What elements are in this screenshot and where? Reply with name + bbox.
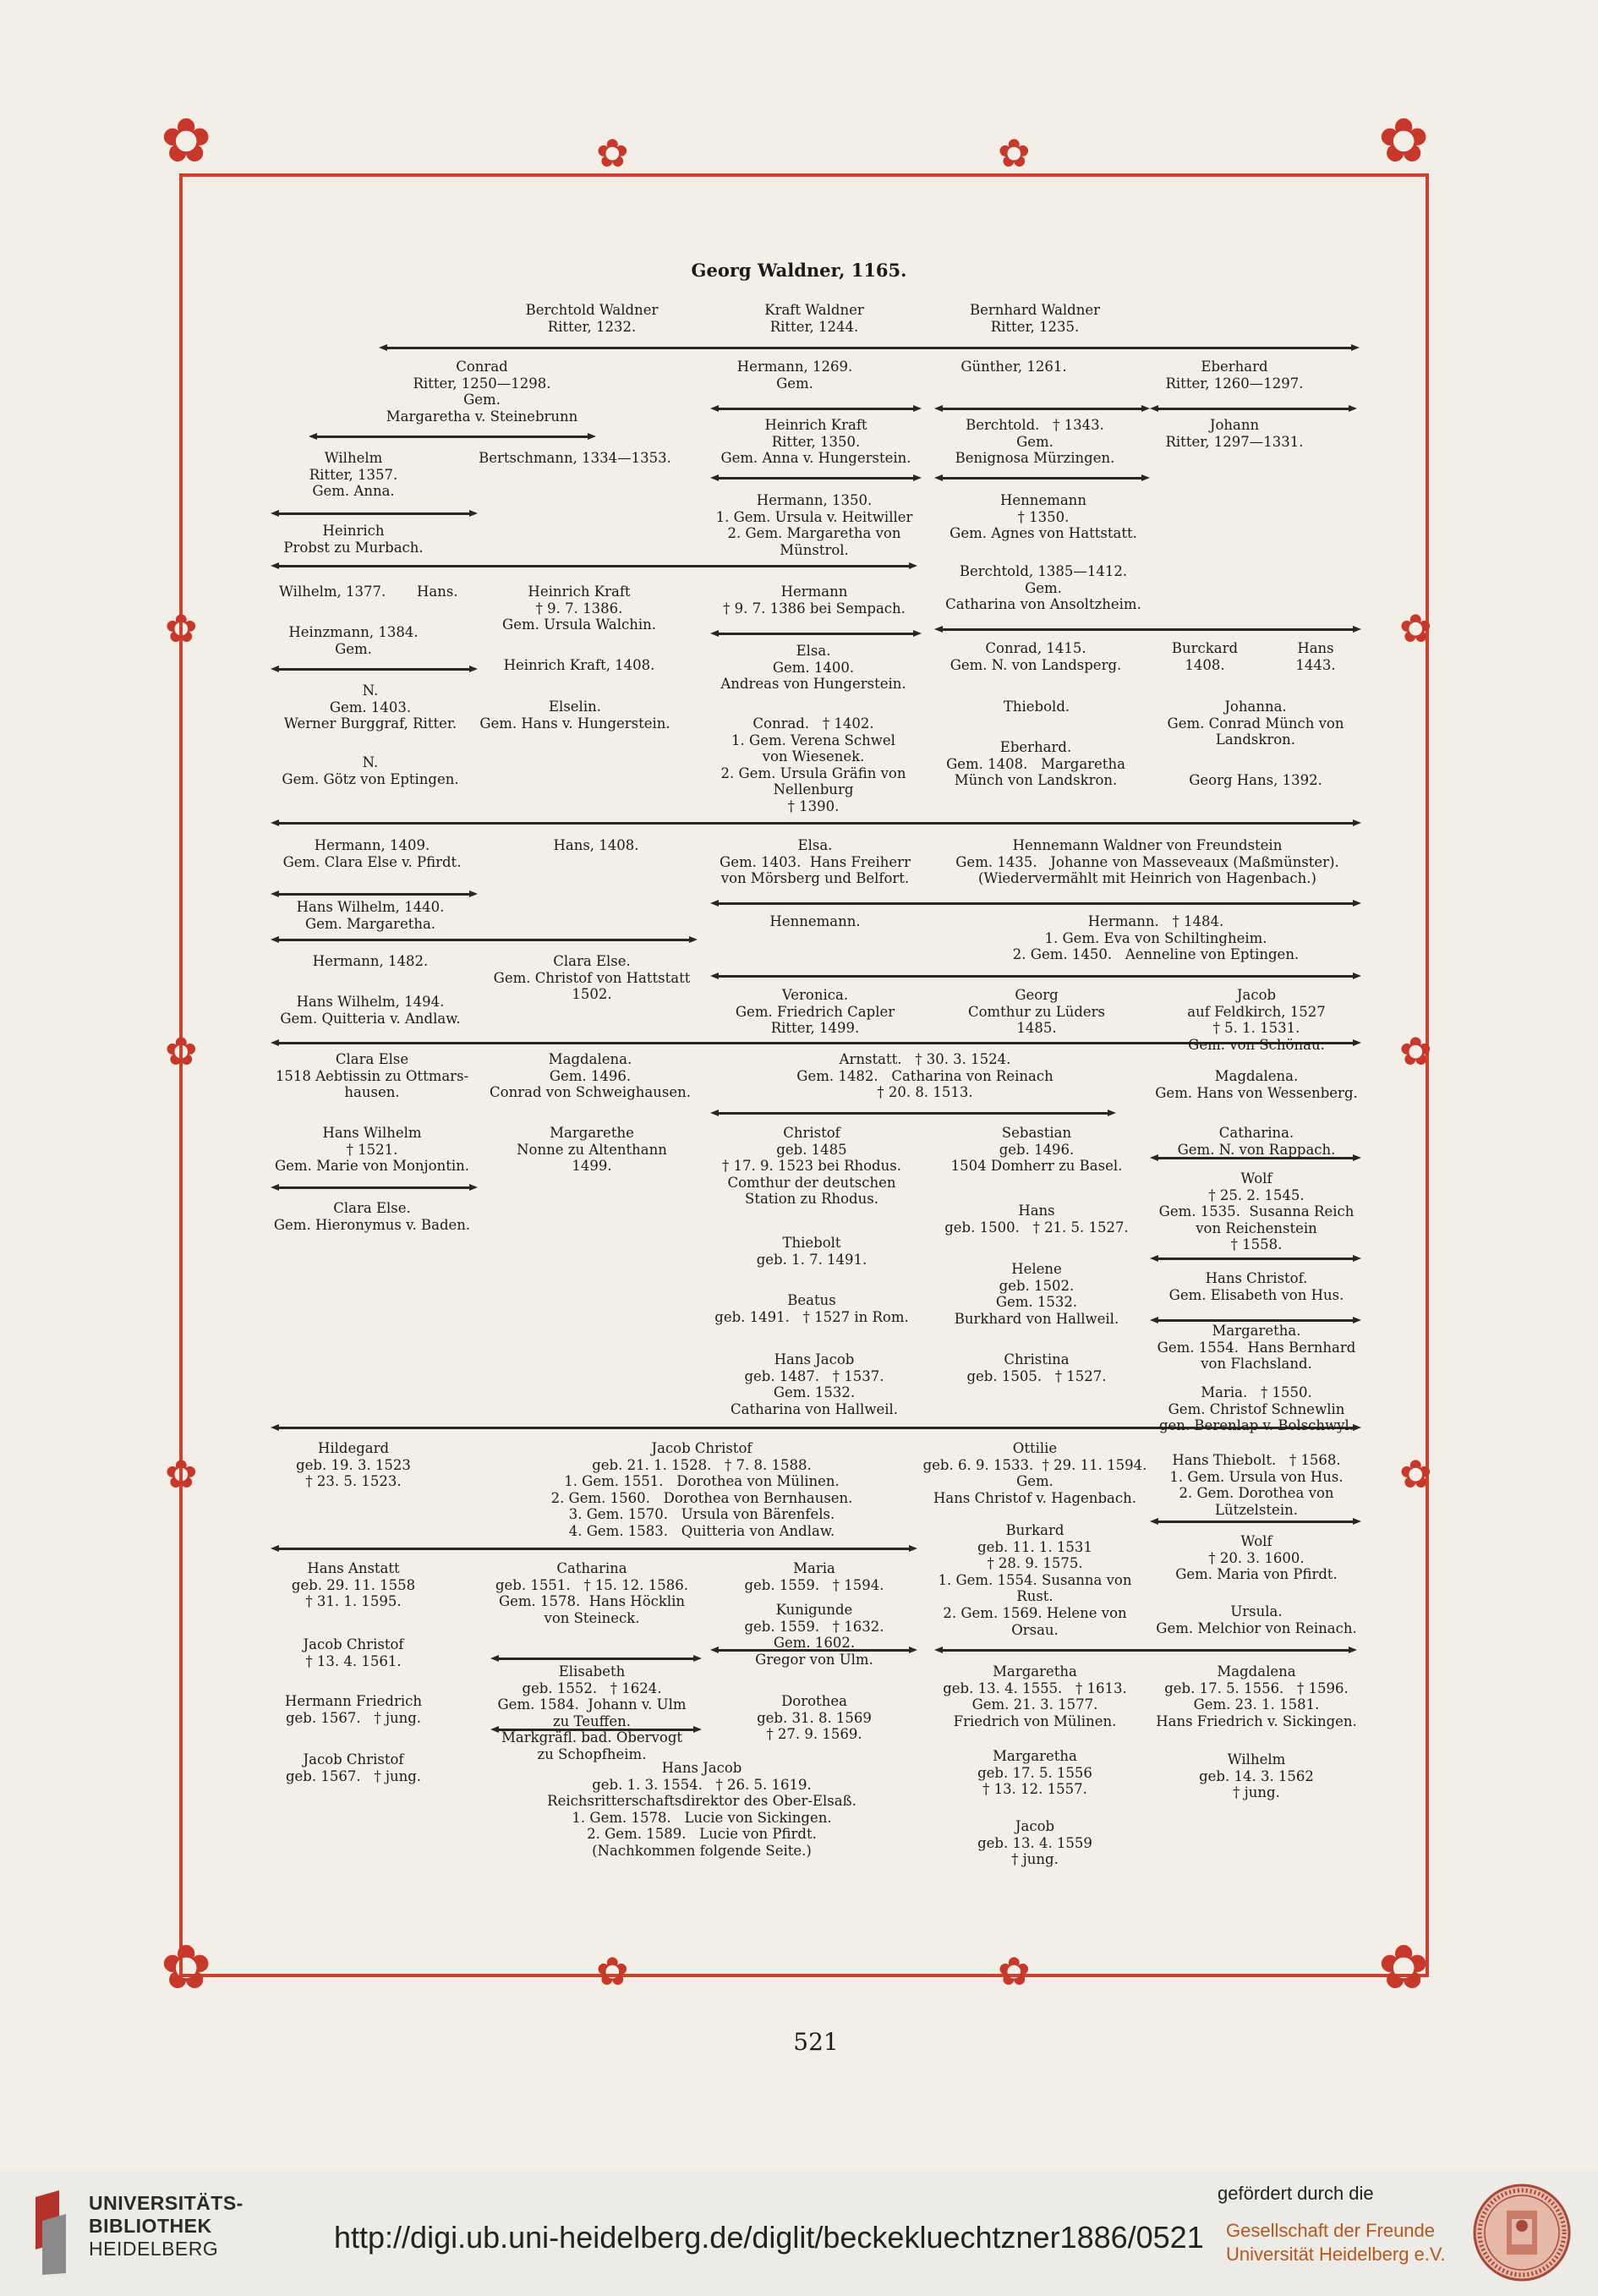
genealogy-entry: Jacob Christof geb. 1567. † jung. xyxy=(285,1751,422,1784)
sponsor-name: Universität Heidelberg e.V. xyxy=(1226,2244,1446,2265)
genealogy-entry: Heinrich Probst zu Murbach. xyxy=(283,523,424,556)
genealogy-entry: Beatus geb. 1491. † 1527 in Rom. xyxy=(714,1292,909,1325)
genealogy-entry: Thiebolt geb. 1. 7. 1491. xyxy=(756,1235,867,1268)
border-ornament: ✿ xyxy=(165,606,198,651)
divider-rule xyxy=(943,408,1141,410)
divider-rule xyxy=(943,1649,1349,1652)
genealogy-entry: Hans Wilhelm, 1440. Gem. Margaretha. xyxy=(296,899,445,932)
genealogy-entry: Johanna. Gem. Conrad Münch von Landskron. xyxy=(1167,699,1344,748)
genealogy-entry: Arnstatt. † 30. 3. 1524. Gem. 1482. Catharina von Reinach † 20. 8. 1513. xyxy=(796,1051,1053,1101)
genealogy-entry: Hermann Friedrich geb. 1567. † jung. xyxy=(285,1693,422,1726)
genealogy-entry: Veronica. Gem. Friedrich Capler Ritter, 1499. xyxy=(735,987,895,1037)
divider-rule xyxy=(279,1186,469,1189)
genealogy-entry: Elisabeth geb. 1552. † 1624. Gem. 1584. Johann v. Ulm zu Teuffen. Markgräfl. bad. Obervogt zu Schopfheim. xyxy=(497,1663,687,1762)
footer-bar xyxy=(0,2169,1598,2296)
genealogy-entry: Johann Ritter, 1297—1331. xyxy=(1165,417,1304,450)
genealogy-entry: Hans geb. 1500. † 21. 5. 1527. xyxy=(944,1203,1129,1236)
genealogy-entry: Georg Hans, 1392. xyxy=(1189,772,1322,788)
divider-rule xyxy=(943,477,1141,479)
genealogy-entry: Magdalena. Gem. 1496. Conrad von Schweighausen. xyxy=(490,1051,691,1101)
genealogy-entry: Christof geb. 1485 † 17. 9. 1523 bei Rhodus. Comthur der deutschen Station zu Rhodus. xyxy=(722,1125,901,1208)
divider-rule xyxy=(719,975,1353,978)
divider-rule xyxy=(387,347,1351,349)
genealogy-entry: Clara Else. Gem. Hieronymus v. Baden. xyxy=(273,1200,471,1233)
genealogy-entry: Hermann, 1350. 1. Gem. Ursula v. Heitwiller 2. Gem. Margaretha von Münstrol. xyxy=(715,492,913,558)
border-ornament: ✿ xyxy=(165,1028,198,1074)
genealogy-entry: Jacob Christof † 13. 4. 1561. xyxy=(303,1636,404,1669)
library-name: HEIDELBERG xyxy=(89,2238,219,2260)
genealogy-entry: Catharina geb. 1551. † 15. 12. 1586. Gem. 1578. Hans Höcklin von Steineck. xyxy=(495,1560,689,1626)
genealogy-entry: Hermann, 1409. Gem. Clara Else v. Pfirdt. xyxy=(282,837,462,870)
genealogy-entry: Burckard 1408. xyxy=(1171,640,1239,673)
genealogy-entry: Hildegard geb. 19. 3. 1523 † 23. 5. 1523. xyxy=(296,1440,411,1490)
divider-rule xyxy=(719,477,913,479)
page-title: Georg Waldner, 1165. xyxy=(691,260,907,281)
genealogy-entry: Hans Jacob geb. 1487. † 1537. Gem. 1532. Catharina von Hallweil. xyxy=(730,1351,899,1417)
genealogy-entry: Bernhard Waldner Ritter, 1235. xyxy=(969,302,1101,335)
border-ornament: ✿ xyxy=(1399,1028,1432,1074)
genealogy-entry: Wilhelm geb. 14. 3. 1562 † jung. xyxy=(1199,1751,1314,1801)
corner-ornament-bottom-left: ✿ xyxy=(161,1932,212,2003)
genealogy-entry: Elsa. Gem. 1403. Hans Freiherr von Mörsberg und Belfort. xyxy=(720,837,911,887)
genealogy-entry: Hans Wilhelm † 1521. Gem. Marie von Monjontin. xyxy=(274,1125,470,1175)
genealogy-entry: Christina geb. 1505. † 1527. xyxy=(966,1351,1107,1384)
corner-ornament-bottom-right: ✿ xyxy=(1378,1932,1430,2003)
genealogy-entry: Conrad. † 1402. 1. Gem. Verena Schwel von Wiesenek. 2. Gem. Ursula Gräfin von Nellenburg † 1390. xyxy=(720,715,906,814)
genealogy-entry: Hans Jacob geb. 1. 3. 1554. † 26. 5. 1619. Reichsritterschaftsdirektor des Ober-Elsaß. 1. Gem. 1578. Lucie von Sickingen. 2. Gem. 1589. Lucie von Pfirdt. (Nachkommen folgende Seite.) xyxy=(547,1760,856,1859)
genealogy-entry: Hans, 1408. xyxy=(553,837,639,853)
genealogy-entry: Dorothea geb. 31. 8. 1569 † 27. 9. 1569. xyxy=(757,1693,872,1743)
genealogy-entry: Hermann † 9. 7. 1386 bei Sempach. xyxy=(723,584,906,616)
divider-rule xyxy=(317,436,588,438)
genealogy-entry: Wolf † 20. 3. 1600. Gem. Maria von Pfirdt. xyxy=(1175,1533,1338,1583)
genealogy-entry: Hans Thiebolt. † 1568. 1. Gem. Ursula von Hus. 2. Gem. Dorothea von Lützelstein. xyxy=(1169,1452,1344,1518)
library-name: UNIVERSITÄTS- xyxy=(89,2192,244,2214)
genealogy-entry: Hennemann Waldner von Freundstein Gem. 1435. Johanne von Masseveaux (Maßmünster). (Wiedervermählt mit Heinrich von Hagenbach.) xyxy=(955,837,1339,887)
genealogy-entry: Margaretha geb. 13. 4. 1555. † 1613. Gem. 21. 3. 1577. Friedrich von Mülinen. xyxy=(943,1663,1127,1729)
divider-rule xyxy=(1158,1319,1353,1322)
genealogy-entry: Wilhelm Ritter, 1357. Gem. Anna. xyxy=(309,450,398,500)
divider-rule xyxy=(279,939,689,941)
divider-rule xyxy=(1158,1521,1353,1523)
divider-rule xyxy=(279,512,469,515)
genealogy-entry: Magdalena. Gem. Hans von Wessenberg. xyxy=(1155,1068,1358,1101)
genealogy-entry: Clara Else. Gem. Christof von Hattstatt 1502. xyxy=(493,953,691,1003)
border-ornament: ✿ xyxy=(1399,606,1432,651)
genealogy-entry: Eberhard. Gem. 1408. Margaretha Münch von Landskron. xyxy=(946,739,1125,789)
genealogy-entry: Maria geb. 1559. † 1594. xyxy=(744,1560,884,1593)
border-ornament: ✿ xyxy=(596,1948,629,1994)
genealogy-entry: Magdalena geb. 17. 5. 1556. † 1596. Gem. 23. 1. 1581. Hans Friedrich v. Sickingen. xyxy=(1156,1663,1357,1729)
genealogy-entry: Hans Anstatt geb. 29. 11. 1558 † 31. 1. 1595. xyxy=(291,1560,416,1610)
genealogy-entry: Thiebold. xyxy=(1003,699,1070,715)
genealogy-entry: Kunigunde geb. 1559. † 1632. Gem. 1602. Gregor von Ulm. xyxy=(744,1602,884,1668)
divider-rule xyxy=(719,1112,1108,1115)
divider-rule xyxy=(279,565,909,567)
genealogy-entry: Berchtold. † 1343. Gem. Benignosa Mürzingen. xyxy=(955,417,1115,467)
sponsor-intro: gefördert durch die xyxy=(1218,2183,1374,2204)
genealogy-entry: N. Gem. 1403. Werner Burggraf, Ritter. xyxy=(283,682,457,732)
border-ornament: ✿ xyxy=(998,130,1031,176)
genealogy-entry: Clara Else 1518 Aebtissin zu Ottmars- hausen. xyxy=(275,1051,469,1101)
library-name: BIBLIOTHEK xyxy=(89,2215,212,2237)
divider-rule xyxy=(279,822,1353,825)
genealogy-entry: Georg Comthur zu Lüders 1485. xyxy=(967,987,1106,1037)
genealogy-entry: Hans 1443. xyxy=(1295,640,1336,673)
genealogy-entry: Kraft Waldner Ritter, 1244. xyxy=(764,302,864,335)
genealogy-entry: Hermann. † 1484. 1. Gem. Eva von Schiltingheim. 2. Gem. 1450. Aenneline von Eptingen. xyxy=(1012,913,1300,963)
divider-rule xyxy=(279,668,469,671)
genealogy-entry: Catharina. Gem. N. von Rappach. xyxy=(1177,1125,1336,1158)
genealogy-entry: Bertschmann, 1334—1353. xyxy=(479,450,671,466)
genealogy-entry: Conrad, 1415. Gem. N. von Landsperg. xyxy=(949,640,1122,673)
genealogy-entry: Hermann, 1482. xyxy=(312,953,429,969)
genealogy-entry: Hermann, 1269. Gem. xyxy=(736,359,853,392)
university-seal-icon xyxy=(1471,2182,1573,2283)
genealogy-entry: Margaretha. Gem. 1554. Hans Bernhard von Flachsland. xyxy=(1157,1323,1356,1373)
divider-rule xyxy=(1158,408,1349,410)
genealogy-entry: Hans Wilhelm, 1494. Gem. Quitteria v. Andlaw. xyxy=(280,994,461,1027)
genealogy-entry: Hennemann. xyxy=(769,913,861,929)
border-ornament: ✿ xyxy=(1399,1451,1432,1497)
divider-rule xyxy=(719,633,913,635)
genealogy-entry: Maria. † 1550. Gem. Christof Schnewlin gen. Berenlap v. Bolschwyl. xyxy=(1158,1384,1354,1434)
sponsor-name: Gesellschaft der Freunde xyxy=(1226,2220,1436,2241)
border-ornament: ✿ xyxy=(596,130,629,176)
genealogy-entry: Hans Christof. Gem. Elisabeth von Hus. xyxy=(1168,1270,1344,1303)
genealogy-entry: Ottilie geb. 6. 9. 1533. † 29. 11. 1594. Gem. Hans Christof v. Hagenbach. xyxy=(922,1440,1147,1506)
genealogy-entry: Ursula. Gem. Melchior von Reinach. xyxy=(1156,1603,1357,1636)
genealogy-entry: Jacob Christof geb. 21. 1. 1528. † 7. 8. 1588. 1. Gem. 1551. Dorothea von Mülinen. 2. Gem. 1560. Dorothea von Bernhausen. 3. Gem. 1570. Ursula von Bärenfels. 4. Gem. 1583. Quitteria von Andlaw. xyxy=(550,1440,853,1539)
divider-rule xyxy=(719,408,913,410)
border-ornament: ✿ xyxy=(165,1451,198,1497)
genealogy-entry: Heinrich Kraft, 1408. xyxy=(503,657,655,673)
corner-ornament-top-left: ✿ xyxy=(161,105,212,176)
divider-rule xyxy=(279,1548,909,1550)
divider-rule xyxy=(1158,1258,1353,1260)
genealogy-entry: Elselin. Gem. Hans v. Hungerstein. xyxy=(479,699,670,732)
border-ornament: ✿ xyxy=(998,1948,1031,1994)
genealogy-entry: Wilhelm, 1377. Hans. xyxy=(279,584,458,600)
genealogy-entry: Margaretha geb. 17. 5. 1556 † 13. 12. 1557. xyxy=(977,1748,1092,1798)
genealogy-entry: Berchtold, 1385—1412. Gem. Catharina von Ansoltzheim. xyxy=(945,563,1141,613)
genealogy-entry: Heinzmann, 1384. Gem. xyxy=(288,624,419,657)
divider-rule xyxy=(499,1658,693,1660)
genealogy-entry: Jacob geb. 13. 4. 1559 † jung. xyxy=(977,1818,1092,1868)
genealogy-entry: Sebastian geb. 1496. 1504 Domherr zu Basel. xyxy=(950,1125,1123,1175)
genealogy-entry: Helene geb. 1502. Gem. 1532. Burkhard von Hallweil. xyxy=(954,1261,1119,1327)
genealogy-entry: Elsa. Gem. 1400. Andreas von Hungerstein. xyxy=(720,643,906,693)
genealogy-entry: Heinrich Kraft † 9. 7. 1386. Gem. Ursula Walchin. xyxy=(502,584,656,633)
permalink-url[interactable]: http://digi.ub.uni-heidelberg.de/diglit/beckekluechtzner1886/0521 xyxy=(334,2220,1204,2255)
divider-rule xyxy=(943,628,1353,631)
genealogy-entry: Berchtold Waldner Ritter, 1232. xyxy=(525,302,659,335)
divider-rule xyxy=(719,902,1353,905)
library-logo-icon xyxy=(34,2190,68,2275)
genealogy-entry: Heinrich Kraft Ritter, 1350. Gem. Anna v. Hungerstein. xyxy=(720,417,911,467)
genealogy-entry: Margarethe Nonne zu Altenthann 1499. xyxy=(517,1125,667,1175)
genealogy-entry: Jacob auf Feldkirch, 1527 † 5. 1. 1531. Gem. von Schönau. xyxy=(1187,987,1326,1053)
corner-ornament-top-right: ✿ xyxy=(1378,105,1430,176)
genealogy-entry: Hennemann † 1350. Gem. Agnes von Hattstatt. xyxy=(949,492,1137,542)
genealogy-entry: Burkard geb. 11. 1. 1531 † 28. 9. 1575. 1. Gem. 1554. Susanna von Rust. 2. Gem. 1569. Helene von Orsau. xyxy=(938,1522,1132,1638)
genealogy-entry: N. Gem. Götz von Eptingen. xyxy=(282,754,459,787)
genealogy-entry: Günther, 1261. xyxy=(960,359,1067,375)
page-number: 521 xyxy=(793,2028,839,2056)
genealogy-entry: Eberhard Ritter, 1260—1297. xyxy=(1165,359,1304,392)
genealogy-entry: Wolf † 25. 2. 1545. Gem. 1535. Susanna Reich von Reichenstein † 1558. xyxy=(1158,1170,1354,1253)
divider-rule xyxy=(279,893,469,896)
genealogy-entry: Conrad Ritter, 1250—1298. Gem. Margaretha v. Steinebrunn xyxy=(386,359,578,425)
